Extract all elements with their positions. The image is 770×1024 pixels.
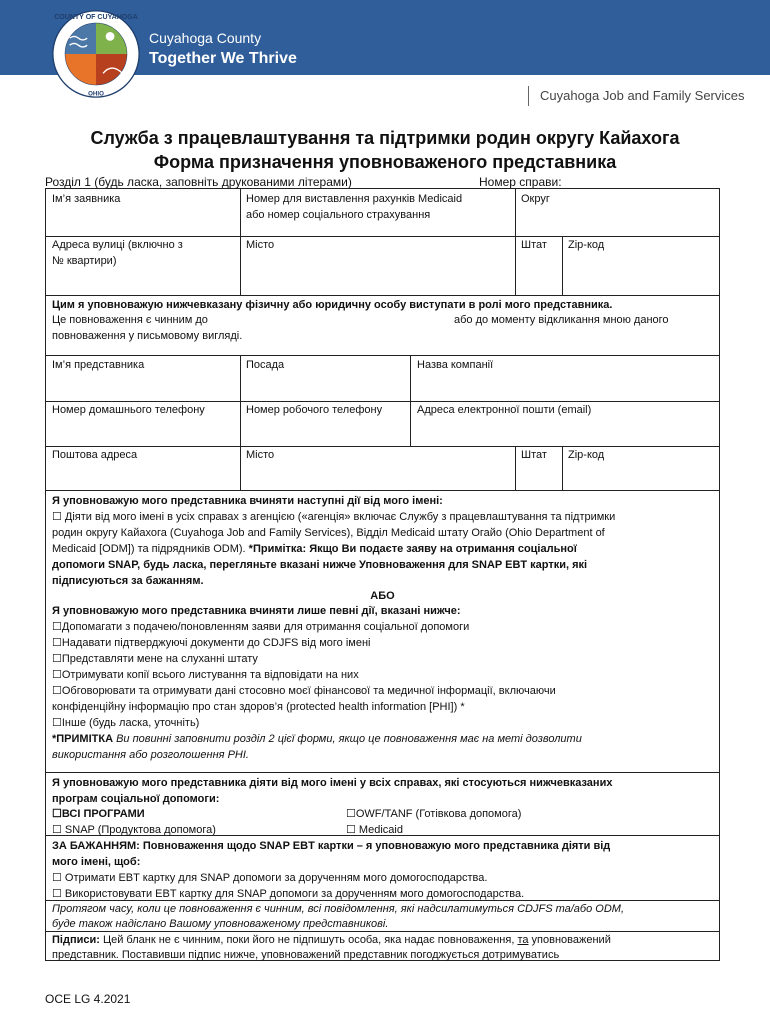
optional-label: ЗА БАЖАННЯМ: [52,840,143,852]
rep-state-field[interactable]: Штат [521,449,547,461]
street-address-label-1: Адреса вулиці (включно з [52,239,183,251]
rep-home-phone-field[interactable]: Номер домашнього телефону [52,404,205,416]
phi-note-line2: використання або розголошення PHI. [52,749,249,761]
opt-documents-checkbox[interactable]: ☐Надавати підтверджуючі документи до CDJFS від мого імені [52,637,371,649]
ebt-receive-checkbox[interactable]: ☐ Отримати EBT картку для SNAP допомоги за дорученням мого домогосподарства. [52,872,488,884]
snap-note: *Примітка: Якщо Ви подаєте заяву на отримання соціальної [248,543,577,555]
ebt-use-checkbox[interactable]: ☐ Використовувати EBT картку для SNAP допомоги за дорученням мого домогосподарства. [52,888,525,900]
sig-text-a: Цей бланк не є чинним, поки його не підпишуть особа, яка надає повноваження, [99,934,518,946]
col-divider [240,355,241,490]
snap-checkbox[interactable]: ☐ SNAP (Продуктова допомога) [52,824,216,836]
applicant-zip-field[interactable]: Zip-код [568,239,605,251]
actions-heading: Я уповноважую мого представника вчиняти наступні дії від мого імені: [52,495,443,507]
rep-city-field[interactable]: Місто [246,449,275,461]
notice-line1: Протягом часу, коли це повноваження є чинним, всі повідомлення, які надсилатимуться CDJFS та/або ODM, [52,903,624,915]
act-all-line3a: Medicaid [ODM]) та підрядників ODM). [52,543,246,555]
written-form-text: повноваження у письмовому вигляді. [52,330,243,342]
signatures-line2: представник. Поставивши підпис нижче, уповноважений представник погоджується дотримуватись [52,949,560,961]
act-all-checkbox[interactable]: ☐ Діяти від мого імені в усіх справах з агенцією («агенція» включає Службу з працевлаштування та підтримки [52,511,616,523]
form-title-line2: Форма призначення уповноваженого представника [153,152,617,172]
col-divider [562,236,563,295]
phi-note [52,731,582,747]
act-all-line5: підписуються за бажанням. [52,575,204,587]
or-separator: АБО [370,590,395,602]
applicant-state-field[interactable]: Штат [521,239,547,251]
rep-email-field[interactable]: Адреса електронної пошти (email) [417,404,592,416]
medicaid-billing-label-1: Номер для виставлення рахунків Medicaid [246,193,463,205]
col-divider [515,446,516,490]
authorization-heading: Цим я уповноважую нижчевказану фізичну або юридичну особу виступати в ролі мого представника. [52,299,613,311]
row-divider [46,355,719,356]
owf-tanf-checkbox[interactable]: ☐OWF/TANF (Готівкова допомога) [346,808,522,820]
col-divider [562,446,563,490]
col-divider [410,355,411,446]
act-all-line4: допомоги SNAP, будь ласка, перегляньте вказані нижче Уповноваження для SNAP EBT картки, які [52,559,588,571]
act-all-line2: родин округу Кайахога (Cuyahoga Job and Family Services), Відділ Medicaid штату Огайо (Ohio Department of [52,527,605,539]
form-code: OCE LG 4.2021 [45,992,131,1006]
brand-tagline: Together We Thrive [149,50,297,67]
valid-until-field[interactable]: Це повноваження є чинним до [52,314,208,326]
agency-divider [528,86,529,106]
row-divider [46,772,719,773]
row-divider [46,490,719,491]
applicant-name-field[interactable]: Ім’я заявника [52,193,121,205]
sig-text-underlined: та [517,934,529,946]
snap-ebt-heading [52,838,610,854]
note-label: *ПРИМІТКА [52,733,114,745]
rep-name-field[interactable]: Ім’я представника [52,359,145,371]
form-frame [45,188,720,961]
rep-work-phone-field[interactable]: Номер робочого телефону [246,404,383,416]
programs-heading: Я уповноважую мого представника діяти від мого імені у всіх справах, які стосуються нижчевказаних [52,777,613,789]
notice-line2: буде також надіслано Вашому уповноваженому представникові. [52,918,389,930]
signatures-label: Підписи: [52,934,100,946]
agency-name: Cuyahoga Job and Family Services [540,88,745,103]
rep-company-field[interactable]: Назва компанії [417,359,494,371]
row-divider [46,446,719,447]
act-all-line3 [52,541,577,557]
seal-bottom-text: OHIO [88,90,104,98]
rep-position-field[interactable]: Посада [246,359,285,371]
applicant-city-field[interactable]: Місто [246,239,275,251]
opt-hearing-checkbox[interactable]: ☐Представляти мене на слуханні штату [52,653,258,665]
opt-correspondence-checkbox[interactable]: ☐Отримувати копії всього листування та відповідати на них [52,669,359,681]
note-text: Ви повинні заповнити розділ 2 цієї форми, якщо це повноваження має на меті дозволити [113,733,582,745]
county-seal-logo [52,10,140,98]
seal-top-text: COUNTY OF CUYAHOGA [54,13,138,21]
snap-ebt-heading-text: Повноваження щодо SNAP EBT картки – я уповноважую мого представника діяти від [142,840,611,852]
programs-heading-line2: програм соціальної допомоги: [52,793,220,805]
opt-apply-checkbox[interactable]: ☐Допомагати з подачею/поновленням заяви для отримання соціальної допомоги [52,621,470,633]
or-until-text: або до моменту відкликання мною даного [454,314,669,326]
section1-label: Розділ 1 (будь ласка, заповніть друкованими літерами) [45,175,352,189]
opt-phi-checkbox[interactable]: ☐Обговорювати та отримувати дані стосовно моєї фінансової та медичної інформації, включаючи [52,685,556,697]
opt-phi-line2: конфіденційну інформацію про стан здоров’я (protected health information [PHI]) * [52,701,465,713]
rep-zip-field[interactable]: Zip-код [568,449,605,461]
rep-mail-address-field[interactable]: Поштова адреса [52,449,138,461]
case-number-label: Номер справи: [479,175,562,189]
specific-actions-heading: Я уповноважую мого представника вчиняти лише певні дії, вказані нижче: [52,605,461,617]
row-divider [46,295,719,296]
form-title-line1: Служба з працевлаштування та підтримки родин округу Кайахога [90,128,680,148]
county-field[interactable]: Округ [521,193,550,205]
snap-ebt-heading-line2: мого імені, щоб: [52,856,141,868]
brand-name: Cuyahoga County [149,30,262,46]
all-programs-checkbox[interactable]: ☐ВСІ ПРОГРАМИ [52,808,145,820]
opt-other-checkbox[interactable]: ☐Інше (будь ласка, уточніть) [52,717,200,729]
medicaid-checkbox[interactable]: ☐ Medicaid [346,824,403,836]
signatures-line1 [52,932,611,948]
col-divider [515,189,516,295]
col-divider [240,189,241,295]
street-address-field[interactable]: № квартири) [52,255,117,267]
sig-text-b: уповноважений [528,934,611,946]
medicaid-billing-label-2[interactable]: або номер соціального страхування [246,209,431,221]
